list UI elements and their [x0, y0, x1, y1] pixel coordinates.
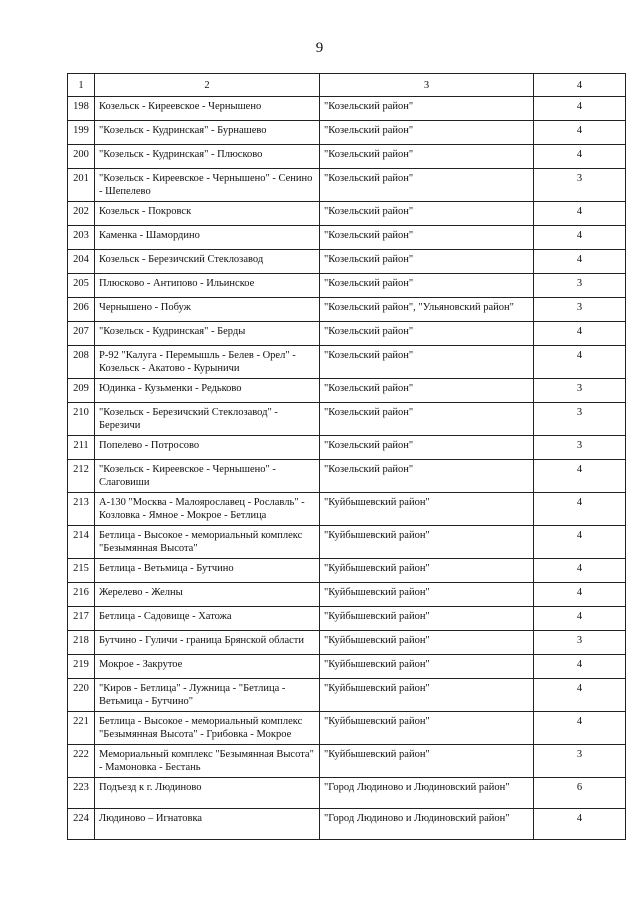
table-row	[68, 583, 626, 607]
district-name: "Куйбышевский район"	[320, 655, 534, 679]
road-name: Мемориальный комплекс "Безымянная Высота" - Мамоновка - Бестань	[95, 745, 320, 778]
road-name: Козельск - Покровск	[95, 202, 320, 226]
row-number: 214	[68, 526, 95, 559]
district-name: "Куйбышевский район"	[320, 583, 534, 607]
district-name: "Козельский район"	[320, 379, 534, 403]
road-category: 4	[534, 526, 626, 559]
district-name: "Куйбышевский район"	[320, 607, 534, 631]
district-name: "Козельский район"	[320, 274, 534, 298]
road-category: 4	[534, 460, 626, 493]
district-name: "Куйбышевский район"	[320, 631, 534, 655]
road-category: 4	[534, 322, 626, 346]
road-name: Бутчино - Гуличи - граница Брянской области	[95, 631, 320, 655]
row-number: 200	[68, 145, 95, 169]
table-row	[68, 745, 626, 778]
road-category: 3	[534, 631, 626, 655]
road-name: Каменка - Шамордино	[95, 226, 320, 250]
road-name: "Козельск - Березичский Стеклозавод" - Березичи	[95, 403, 320, 436]
road-category: 6	[534, 778, 626, 809]
road-name: Людиново – Игнатовка	[95, 809, 320, 840]
table-row	[68, 526, 626, 559]
row-number: 203	[68, 226, 95, 250]
road-category: 4	[534, 712, 626, 745]
table-row	[68, 712, 626, 745]
road-name: Бетлица - Высокое - мемориальный комплекс "Безымянная Высота"	[95, 526, 320, 559]
road-name: "Киров - Бетлица" - Лужница - "Бетлица - Ветьмица - Бутчино"	[95, 679, 320, 712]
district-name: "Козельский район"	[320, 121, 534, 145]
district-name: "Куйбышевский район"	[320, 712, 534, 745]
road-name: Попелево - Потросово	[95, 436, 320, 460]
row-number: 201	[68, 169, 95, 202]
roads-table	[67, 73, 626, 840]
table-row	[68, 226, 626, 250]
row-number: 207	[68, 322, 95, 346]
row-number: 198	[68, 97, 95, 121]
row-number: 215	[68, 559, 95, 583]
road-category: 3	[534, 745, 626, 778]
district-name: "Козельский район"	[320, 97, 534, 121]
road-name: Подъезд к г. Людиново	[95, 778, 320, 809]
district-name: "Козельский район"	[320, 250, 534, 274]
row-number: 206	[68, 298, 95, 322]
road-category: 4	[534, 809, 626, 840]
road-name: "Козельск - Кудринская" - Бурнашево	[95, 121, 320, 145]
row-number: 218	[68, 631, 95, 655]
row-number: 204	[68, 250, 95, 274]
table-row	[68, 655, 626, 679]
district-name: "Козельский район"	[320, 403, 534, 436]
road-name: "Козельск - Кудринская" - Плюсково	[95, 145, 320, 169]
row-number: 199	[68, 121, 95, 145]
road-category: 3	[534, 436, 626, 460]
table-row	[68, 250, 626, 274]
table-row	[68, 379, 626, 403]
table-row	[68, 607, 626, 631]
road-category: 4	[534, 202, 626, 226]
table-row	[68, 97, 626, 121]
page-number: 9	[315, 40, 324, 56]
table-row	[68, 346, 626, 379]
district-name: "Козельский район"	[320, 202, 534, 226]
table-row	[68, 298, 626, 322]
road-category: 4	[534, 97, 626, 121]
district-name: "Город Людиново и Людиновский район"	[320, 809, 534, 840]
road-category: 4	[534, 583, 626, 607]
district-name: "Куйбышевский район"	[320, 559, 534, 583]
road-name: "Козельск - Киреевское - Чернышено" - Слаговиши	[95, 460, 320, 493]
road-name: Р-92 "Калуга - Перемышль - Белев - Орел" - Козельск - Акатово - Курыничи	[95, 346, 320, 379]
table-row	[68, 631, 626, 655]
row-number: 224	[68, 809, 95, 840]
road-name: А-130 "Москва - Малоярославец - Рославль" - Козловка - Ямное - Мокрое - Бетлица	[95, 493, 320, 526]
header-col-2: 2	[95, 74, 320, 97]
district-name: "Козельский район"	[320, 169, 534, 202]
table-row	[68, 436, 626, 460]
road-category: 3	[534, 169, 626, 202]
road-name: Бетлица - Садовище - Хатожа	[95, 607, 320, 631]
table-row	[68, 121, 626, 145]
row-number: 216	[68, 583, 95, 607]
road-name: Козельск - Киреевское - Чернышено	[95, 97, 320, 121]
district-name: "Козельский район"	[320, 322, 534, 346]
row-number: 205	[68, 274, 95, 298]
road-name: Плюсково - Антипово - Ильинское	[95, 274, 320, 298]
road-category: 4	[534, 145, 626, 169]
district-name: "Куйбышевский район"	[320, 526, 534, 559]
table-row	[68, 145, 626, 169]
table-row	[68, 403, 626, 436]
district-name: "Козельский район"	[320, 145, 534, 169]
table-row	[68, 460, 626, 493]
row-number: 209	[68, 379, 95, 403]
district-name: "Куйбышевский район"	[320, 745, 534, 778]
row-number: 219	[68, 655, 95, 679]
row-number: 208	[68, 346, 95, 379]
table-row	[68, 559, 626, 583]
road-category: 4	[534, 559, 626, 583]
road-category: 4	[534, 226, 626, 250]
row-number: 220	[68, 679, 95, 712]
row-number: 217	[68, 607, 95, 631]
road-category: 4	[534, 655, 626, 679]
table-row	[68, 809, 626, 840]
road-category: 4	[534, 493, 626, 526]
road-name: Мокрое - Закрутое	[95, 655, 320, 679]
road-name: Юдинка - Кузьменки - Редьково	[95, 379, 320, 403]
header-col-4: 4	[534, 74, 626, 97]
road-category: 4	[534, 346, 626, 379]
header-col-3: 3	[320, 74, 534, 97]
road-name: "Козельск - Кудринская" - Берды	[95, 322, 320, 346]
road-category: 4	[534, 679, 626, 712]
table-row	[68, 778, 626, 809]
table-row	[68, 322, 626, 346]
table-row	[68, 274, 626, 298]
district-name: "Козельский район"	[320, 436, 534, 460]
road-category: 3	[534, 274, 626, 298]
district-name: "Козельский район"	[320, 346, 534, 379]
table-header-row	[68, 74, 626, 97]
district-name: "Козельский район", "Ульяновский район"	[320, 298, 534, 322]
district-name: "Козельский район"	[320, 226, 534, 250]
row-number: 212	[68, 460, 95, 493]
row-number: 221	[68, 712, 95, 745]
road-name: Бетлица - Ветьмица - Бутчино	[95, 559, 320, 583]
header-col-1: 1	[68, 74, 95, 97]
district-name: "Куйбышевский район"	[320, 493, 534, 526]
road-name: Бетлица - Высокое - мемориальный комплекс "Безымянная Высота" - Грибовка - Мокрое	[95, 712, 320, 745]
district-name: "Куйбышевский район"	[320, 679, 534, 712]
road-category: 3	[534, 403, 626, 436]
row-number: 223	[68, 778, 95, 809]
road-category: 3	[534, 298, 626, 322]
road-category: 4	[534, 121, 626, 145]
row-number: 213	[68, 493, 95, 526]
table-row	[68, 169, 626, 202]
row-number: 210	[68, 403, 95, 436]
road-name: "Козельск - Киреевское - Чернышено" - Сенино - Шепелево	[95, 169, 320, 202]
road-category: 4	[534, 607, 626, 631]
row-number: 202	[68, 202, 95, 226]
road-name: Жерелево - Желны	[95, 583, 320, 607]
row-number: 211	[68, 436, 95, 460]
table-row	[68, 679, 626, 712]
road-category: 3	[534, 379, 626, 403]
table-row	[68, 493, 626, 526]
district-name: "Козельский район"	[320, 460, 534, 493]
table-row	[68, 202, 626, 226]
road-name: Козельск - Березичский Стеклозавод	[95, 250, 320, 274]
district-name: "Город Людиново и Людиновский район"	[320, 778, 534, 809]
row-number: 222	[68, 745, 95, 778]
road-name: Чернышено - Побуж	[95, 298, 320, 322]
road-category: 4	[534, 250, 626, 274]
